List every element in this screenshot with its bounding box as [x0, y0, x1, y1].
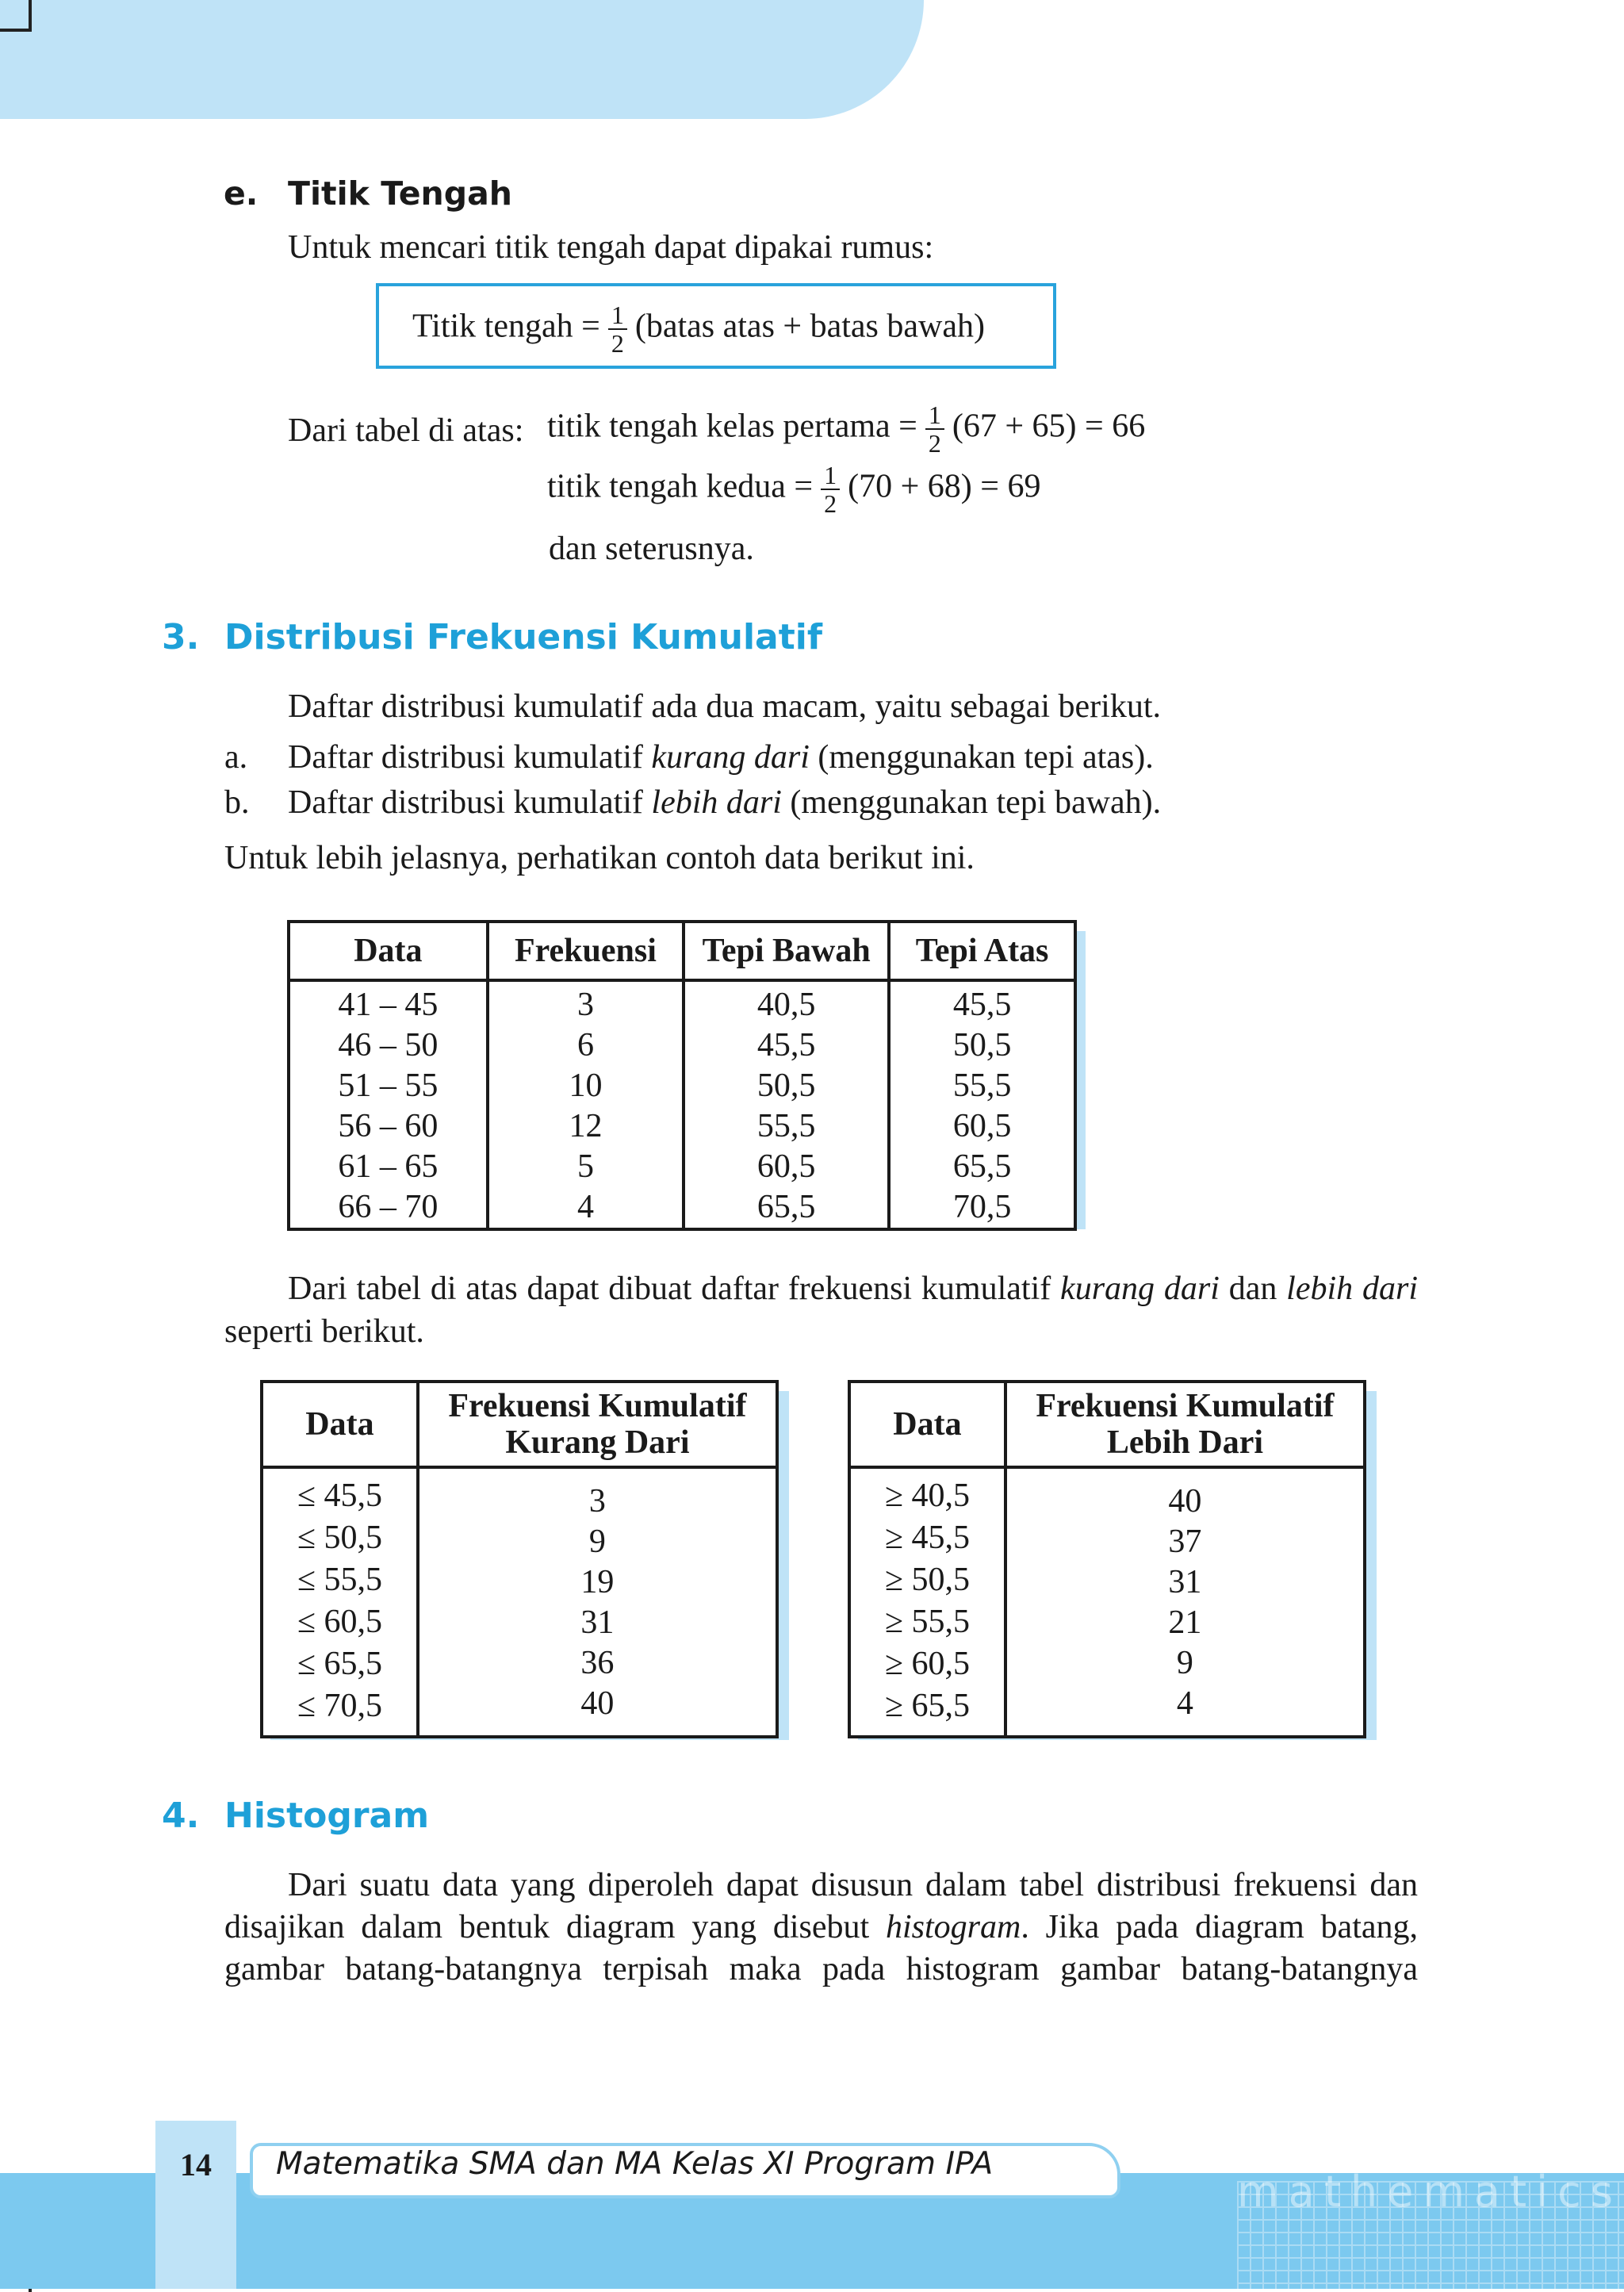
kurang-data-cell: ≤ 65,5: [297, 1646, 382, 1682]
main-table-header-tepi-bawah: Tepi Bawah: [684, 922, 889, 980]
lebih-freq-cell: 40: [1168, 1483, 1202, 1520]
table-cell: 40,5: [684, 980, 889, 1025]
section-3-title: Distribusi Frekuensi Kumulatif: [224, 617, 822, 657]
kurang-freq-cell: 9: [588, 1524, 606, 1560]
example-1-text: titik tengah kelas pertama =: [547, 408, 917, 445]
kurang-data-cell: ≤ 70,5: [297, 1688, 382, 1724]
para-em-kurang: kurang dari: [1060, 1271, 1220, 1307]
table-cell: 70,5: [889, 1187, 1075, 1229]
formula-numerator: 1: [608, 301, 627, 330]
lebih-data-cell: ≥ 45,5: [884, 1520, 970, 1556]
main-table: [287, 920, 1077, 1231]
main-table-header-frekuensi: Frekuensi: [488, 922, 684, 980]
example-1-numerator: 1: [925, 401, 944, 430]
kurang-freq-column: [418, 1467, 777, 1737]
section-4-title: Histogram: [224, 1796, 430, 1836]
list-item-b-pre: Daftar distribusi kumulatif: [288, 784, 652, 821]
kurang-data-cell: ≤ 45,5: [297, 1478, 382, 1514]
footer-watermark: mathematics: [1237, 2167, 1623, 2217]
para-mid: dan: [1219, 1271, 1287, 1307]
list-item-b-post: (menggunakan tepi bawah).: [781, 784, 1162, 821]
list-item-b-label: b.: [224, 784, 250, 821]
histogram-line-2-post: . Jika pada diagram batang,: [1021, 1909, 1419, 1945]
table-row: [289, 1025, 1075, 1066]
kurang-table-header-row: [262, 1382, 777, 1467]
example-line-1: [547, 401, 1145, 457]
kurang-header-data: Data: [262, 1382, 418, 1467]
list-item-a: [288, 736, 1154, 779]
table-cell: 3: [488, 980, 684, 1025]
lebih-table: [848, 1380, 1366, 1738]
table-cell: 10: [488, 1066, 684, 1106]
lebih-data-cell: ≥ 40,5: [884, 1478, 970, 1514]
lebih-data-column: [849, 1467, 1005, 1737]
example-2-fraction: [821, 462, 840, 517]
kurang-data-cell: ≤ 55,5: [297, 1562, 382, 1598]
lebih-freq-cell: 21: [1168, 1604, 1202, 1641]
main-table-header-row: [289, 922, 1075, 980]
lebih-freq-cell: 31: [1168, 1564, 1202, 1600]
table-cell: 45,5: [889, 980, 1075, 1025]
lebih-header-freq-line2: Lebih Dari: [1106, 1424, 1264, 1461]
formula-left: Titik tengah =: [412, 308, 600, 345]
section-4-number: 4.: [162, 1796, 200, 1836]
section-e-title: Titik Tengah: [288, 174, 512, 213]
table-cell: 60,5: [684, 1147, 889, 1187]
kurang-header-freq: [418, 1382, 777, 1467]
lebih-freq-cell: 9: [1176, 1645, 1193, 1681]
lebih-data-cell: ≥ 65,5: [884, 1688, 970, 1724]
table-cell: 46 – 50: [289, 1025, 488, 1066]
list-item-a-label: a.: [224, 739, 248, 776]
kurang-freq-cell: 36: [580, 1645, 615, 1681]
formula-fraction: [608, 301, 627, 357]
formula-denominator: 2: [611, 329, 624, 358]
kurang-freq-cell: 19: [580, 1564, 615, 1600]
para-em-lebih: lebih dari: [1286, 1271, 1418, 1307]
lebih-freq-column: [1005, 1467, 1365, 1737]
list-item-a-em: kurang dari: [651, 739, 810, 776]
table-cell: 66 – 70: [289, 1187, 488, 1229]
page-number: 14: [180, 2147, 212, 2183]
table-cell: 55,5: [889, 1066, 1075, 1106]
table-cell: 56 – 60: [289, 1106, 488, 1147]
histogram-line-3: gambar batang-batangnya terpisah maka pada histogram gambar batang-batangnya: [224, 1951, 1418, 1987]
kurang-data-cell: ≤ 60,5: [297, 1604, 382, 1640]
lebih-freq-cell: 37: [1168, 1524, 1202, 1560]
list-item-a-pre: Daftar distribusi kumulatif: [288, 739, 652, 776]
lebih-table-header-row: [849, 1382, 1365, 1467]
kurang-data-cell: ≤ 50,5: [297, 1520, 382, 1556]
table-cell: 50,5: [684, 1066, 889, 1106]
section-e-label: e.: [224, 174, 259, 213]
table-cell: 65,5: [889, 1147, 1075, 1187]
section-3-number: 3.: [162, 617, 200, 657]
formula: [412, 301, 985, 357]
formula-right: (batas atas + batas bawah): [634, 308, 985, 345]
example-1-denominator: 2: [928, 429, 941, 458]
table-row: [289, 1066, 1075, 1106]
lebih-header-freq: [1005, 1382, 1365, 1467]
crop-mark-top-left: [0, 0, 32, 32]
example-lead: Dari tabel di atas:: [288, 412, 524, 449]
example-1-fraction: [925, 401, 944, 457]
table-row: [289, 1147, 1075, 1187]
example-2-denominator: 2: [824, 489, 837, 518]
main-table-header-tepi-atas: Tepi Atas: [889, 922, 1075, 980]
table-cell: 55,5: [684, 1106, 889, 1147]
table-cell: 12: [488, 1106, 684, 1147]
example-2-numerator: 1: [821, 462, 840, 490]
para-pre: Dari tabel di atas dapat dibuat daftar frekuensi kumulatif: [288, 1271, 1061, 1307]
table-cell: 4: [488, 1187, 684, 1229]
histogram-line-2-em: histogram: [885, 1909, 1021, 1945]
kurang-freq-cell: 40: [580, 1685, 615, 1722]
table-row: [289, 1187, 1075, 1229]
lebih-data-cell: ≥ 55,5: [884, 1604, 970, 1640]
list-item-b-em: lebih dari: [651, 784, 782, 821]
kurang-body: [262, 1467, 777, 1737]
lebih-freq-cell: 4: [1176, 1685, 1193, 1722]
example-2-expr: (70 + 68) = 69: [848, 468, 1041, 505]
kurang-table: [260, 1380, 779, 1738]
kurang-header-freq-line2: Kurang Dari: [505, 1424, 690, 1461]
histogram-line-2: [224, 1906, 1418, 1949]
table-cell: 61 – 65: [289, 1147, 488, 1187]
histogram-line-2-pre: disajikan dalam bentuk diagram yang disebut: [224, 1909, 886, 1945]
table-cell: 60,5: [889, 1106, 1075, 1147]
example-1-expr: (67 + 65) = 66: [952, 408, 1146, 445]
table-cell: 41 – 45: [289, 980, 488, 1025]
example-line-3: dan seterusnya.: [549, 531, 754, 567]
kurang-header-freq-line1: Frekuensi Kumulatif: [448, 1388, 747, 1424]
example-intro: Untuk lebih jelasnya, perhatikan contoh data berikut ini.: [224, 840, 975, 876]
example-line-2: [547, 462, 1040, 517]
lebih-header-data: Data: [849, 1382, 1005, 1467]
table-cell: 5: [488, 1147, 684, 1187]
section-e-intro: Untuk mencari titik tengah dapat dipakai rumus:: [288, 229, 934, 266]
table-cell: 51 – 55: [289, 1066, 488, 1106]
table-cell: 6: [488, 1025, 684, 1066]
header-band: [0, 0, 924, 119]
lebih-data-cell: ≥ 50,5: [884, 1562, 970, 1598]
table-row: [289, 1106, 1075, 1147]
list-item-a-post: (menggunakan tepi atas).: [809, 739, 1154, 776]
table-cell: 65,5: [684, 1187, 889, 1229]
table-cell: 50,5: [889, 1025, 1075, 1066]
histogram-line-1: Dari suatu data yang diperoleh dapat disusun dalam tabel distribusi frekuensi dan: [288, 1867, 1418, 1903]
example-2-text: titik tengah kedua =: [547, 468, 814, 505]
section-3-intro: Daftar distribusi kumulatif ada dua macam, yaitu sebagai berikut.: [288, 688, 1161, 725]
main-table-header-data: Data: [289, 922, 488, 980]
kurang-freq-cell: 3: [588, 1483, 606, 1520]
list-item-b: [288, 781, 1161, 824]
table-row: [289, 980, 1075, 1025]
footer-book-title: Matematika SMA dan MA Kelas XI Program IPA: [276, 2146, 994, 2182]
lebih-header-freq-line1: Frekuensi Kumulatif: [1036, 1388, 1335, 1424]
kurang-freq-cell: 31: [580, 1604, 615, 1641]
para-post: seperti berikut.: [224, 1313, 424, 1350]
lebih-body: [849, 1467, 1365, 1737]
table-cell: 45,5: [684, 1025, 889, 1066]
kurang-data-column: [262, 1467, 418, 1737]
lebih-data-cell: ≥ 60,5: [884, 1646, 970, 1682]
cumulative-intro-paragraph: [224, 1267, 1418, 1353]
